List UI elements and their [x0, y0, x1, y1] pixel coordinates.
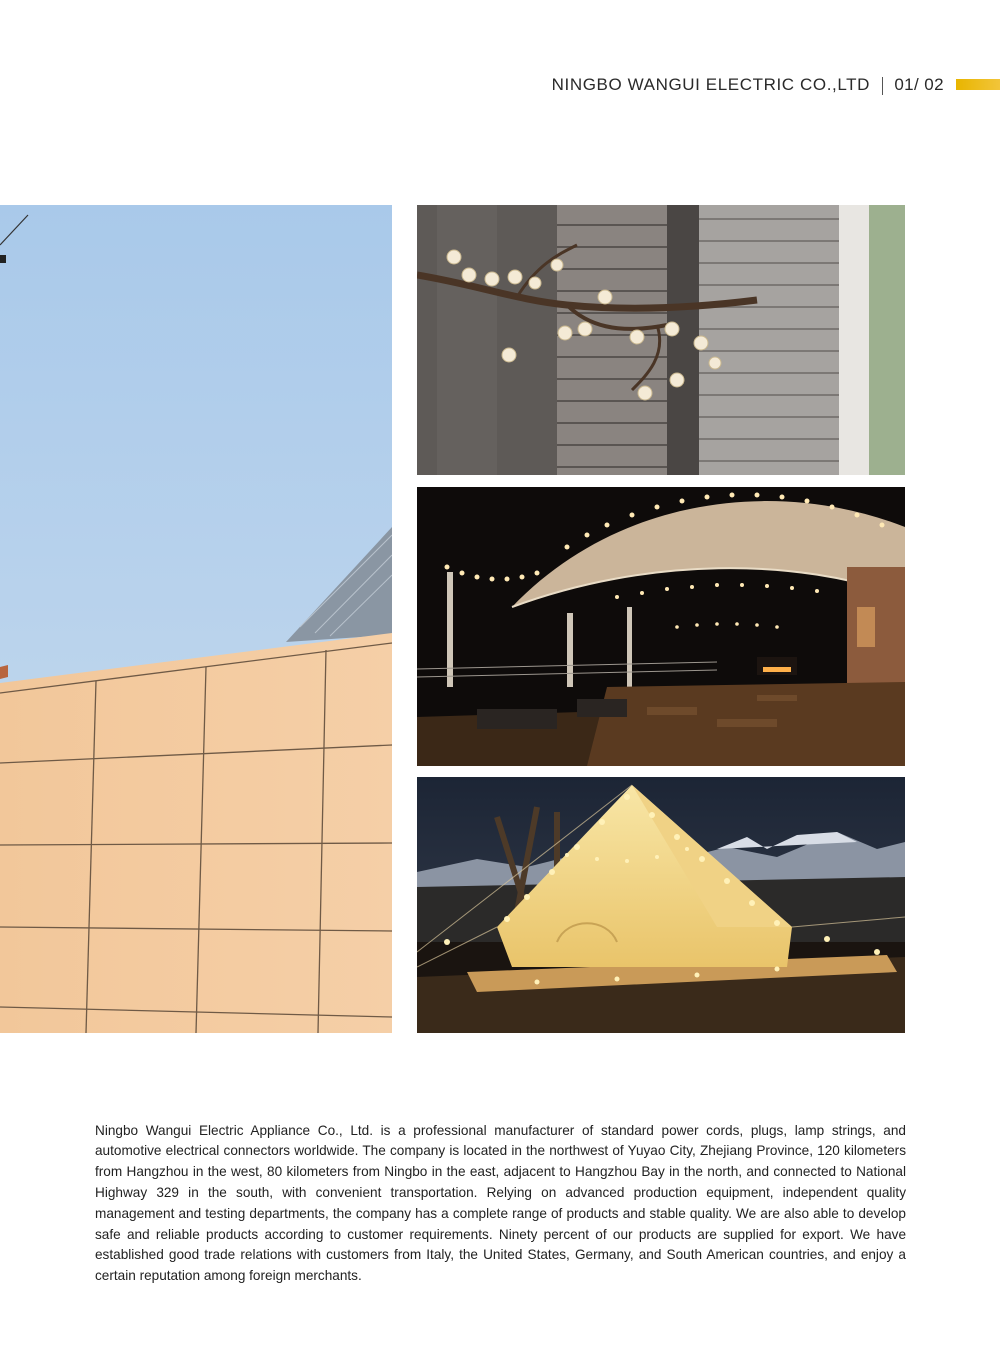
page-header: [0, 73, 1000, 99]
header-divider: [882, 77, 883, 95]
company-name: NINGBO WANGUI ELECTRIC CO.,LTD: [551, 75, 870, 94]
accent-bar: [956, 79, 1000, 90]
branch-photo-graphic: [417, 205, 905, 475]
page-indicator: 01/ 02: [894, 75, 944, 94]
branch-lights-photo: [417, 205, 905, 475]
patio-lights-photo: [417, 487, 905, 766]
tent-photo-graphic: [417, 777, 905, 1033]
tent-lights-photo: [417, 777, 905, 1033]
patio-photo-graphic: [417, 487, 905, 766]
building-photo-graphic: [0, 205, 392, 1033]
building-wall-photo: [0, 205, 392, 1033]
company-description: Ningbo Wangui Electric Appliance Co., Ltd. is a professional manufacturer of standard power cords, plugs, lamp strings, and automotive electrical connectors worldwide. The company is located in the northwest of Yuyao City, Zhejiang Province, 120 kilometers from Hangzhou in the west, 80 kilometers from Ningbo in the east, adjacent to Hangzhou Bay in the north, and connected to National Highway 329 in the south, with convenient transportation. Relying on advanced production equipment, independent quality management and testing departments, the company has a complete range of products and stable quality. We are also able to develop safe and reliable products according to customer requirements. Ninety percent of our products are supplied for export. We have established good trade relations with customers from Italy, the United States, Germany, and South American countries, and enjoy a certain reputation among foreign merchants.: [95, 1122, 906, 1284]
